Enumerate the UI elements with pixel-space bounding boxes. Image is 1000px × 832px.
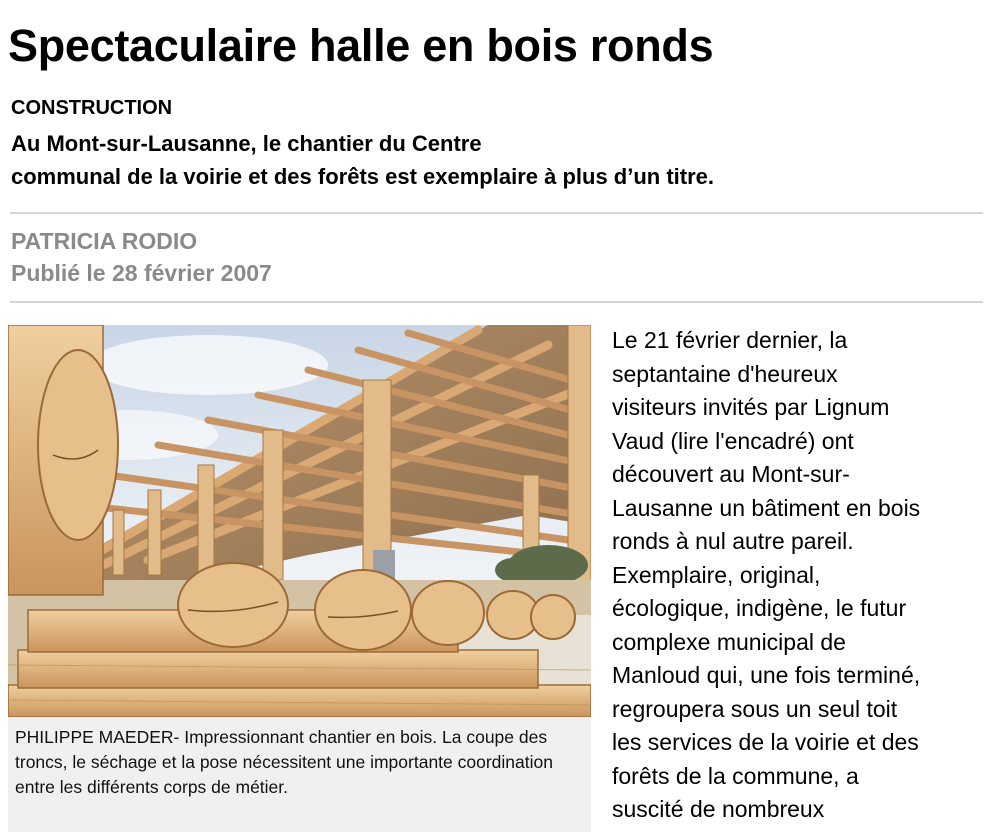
lead-line-1: Au Mont-sur-Lausanne, le chantier du Centre xyxy=(11,131,482,156)
article-photo xyxy=(8,325,591,717)
body-line: ronds à nul autre pareil. xyxy=(612,528,854,554)
divider-top xyxy=(10,212,983,214)
body-line: Exemplaire, original, xyxy=(612,561,821,588)
divider-bottom xyxy=(10,301,983,303)
body-line: découvert au Mont-sur- xyxy=(612,461,850,487)
photo-caption xyxy=(8,717,591,832)
photo-credit: PHILIPPE MAEDER- xyxy=(15,727,180,747)
body-line: visiteurs invités par Lignum xyxy=(612,394,890,420)
body-line: septantaine d'heureux xyxy=(612,360,838,387)
body-line: écologique, indigène, le futur xyxy=(612,595,907,621)
article-rubric: CONSTRUCTION xyxy=(11,97,173,119)
publication-date: Publié le 28 février 2007 xyxy=(11,260,272,286)
body-line: Le 21 février dernier, la xyxy=(612,327,848,353)
body-line: regroupera sous un seul toit xyxy=(612,695,898,722)
lead-line-2: communal de la voirie et des forêts est exemplaire à plus d’un titre. xyxy=(11,164,715,189)
caption-text: Impressionnant chantier en bois. La coupe des troncs, le séchage et la pose nécessitent une importante coordination entre les différents corps de métier. xyxy=(15,727,553,797)
body-line: forêts de la commune, a xyxy=(612,762,859,789)
body-line: Vaud (lire l'encadré) ont xyxy=(612,427,854,454)
body-line: complexe municipal de xyxy=(612,628,846,655)
article-body xyxy=(612,324,992,827)
article-author: PATRICIA RODIO xyxy=(11,228,198,254)
body-line: les services de la voirie et des xyxy=(612,729,919,755)
body-line: Lausanne un bâtiment en bois xyxy=(612,494,921,521)
body-line: Manloud qui, une fois terminé, xyxy=(612,662,921,688)
body-line: suscité de nombreux xyxy=(612,796,825,822)
article-title: Spectaculaire halle en bois ronds xyxy=(8,20,714,71)
article-lead xyxy=(11,127,911,193)
timber-hall-photo xyxy=(8,325,591,717)
